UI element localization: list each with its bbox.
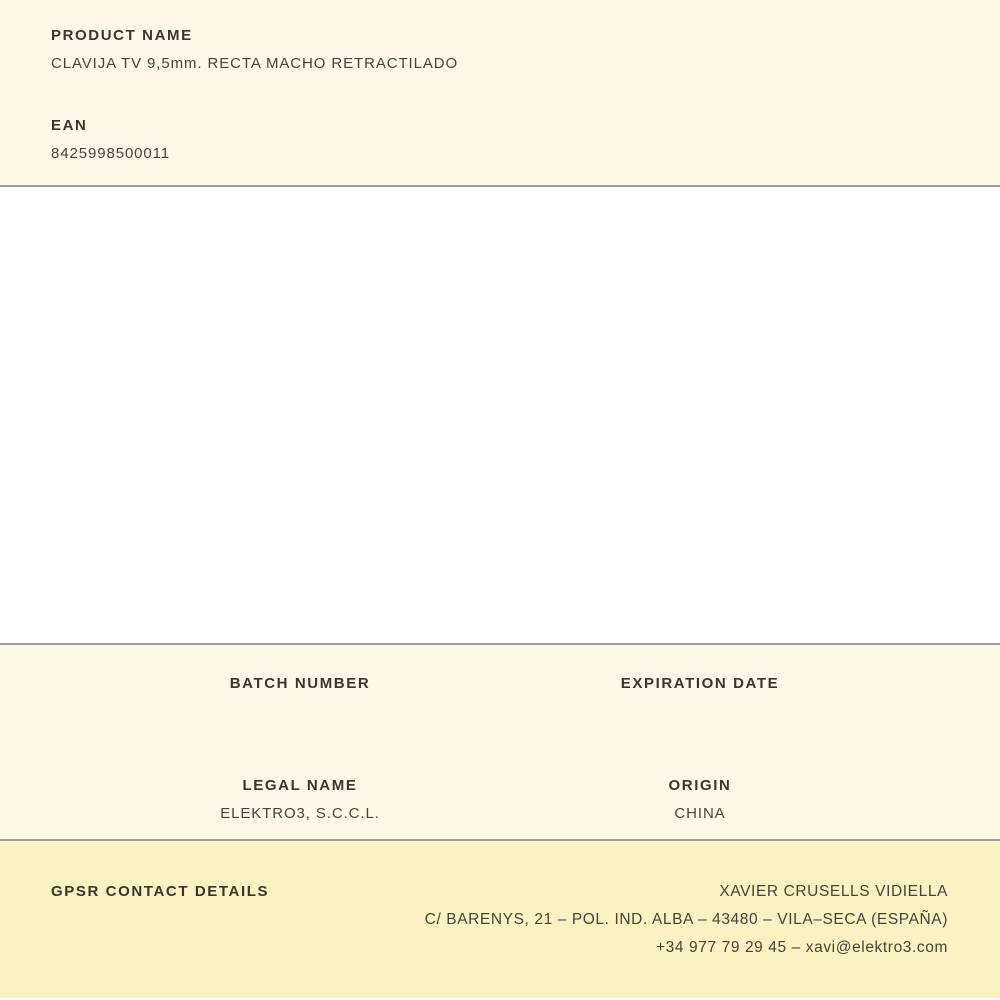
legal-name-column [100,778,500,822]
batch-details-section [0,643,1000,841]
ean-value: 8425998500011 [51,145,171,162]
batch-expiration-row [100,676,900,704]
legal-origin-row [100,778,900,822]
product-name-field [51,28,949,72]
expiration-date-label: EXPIRATION DATE [620,675,780,692]
legal-name-label: LEGAL NAME [242,777,358,794]
origin-value: CHINA [674,805,726,822]
product-name-label: PRODUCT NAME [51,27,193,44]
ean-label: EAN [51,117,88,134]
legal-name-value: ELEKTRO3, S.C.C.L. [220,805,380,822]
product-name-value: CLAVIJA TV 9,5mm. RECTA MACHO RETRACTILADO [51,55,459,72]
expiration-date-column [500,676,900,704]
batch-number-label: BATCH NUMBER [229,675,371,692]
gpsr-footer-section [0,841,1000,998]
product-image-area [0,187,1000,643]
origin-column [500,778,900,822]
batch-number-column [100,676,500,704]
contact-phone-email: +34 977 79 29 45 – xavi@elektro3.com [656,939,948,956]
contact-address: C/ BARENYS, 21 – POL. IND. ALBA – 43480 – VILA–SECA (ESPAÑA) [424,911,948,928]
ean-field [51,118,949,162]
gpsr-contact-details-label: GPSR CONTACT DETAILS [51,883,270,900]
product-header-section [0,0,1000,187]
contact-name: XAVIER CRUSELLS VIDIELLA [719,883,948,900]
origin-label: ORIGIN [668,777,732,794]
gpsr-contact-block [269,884,948,956]
